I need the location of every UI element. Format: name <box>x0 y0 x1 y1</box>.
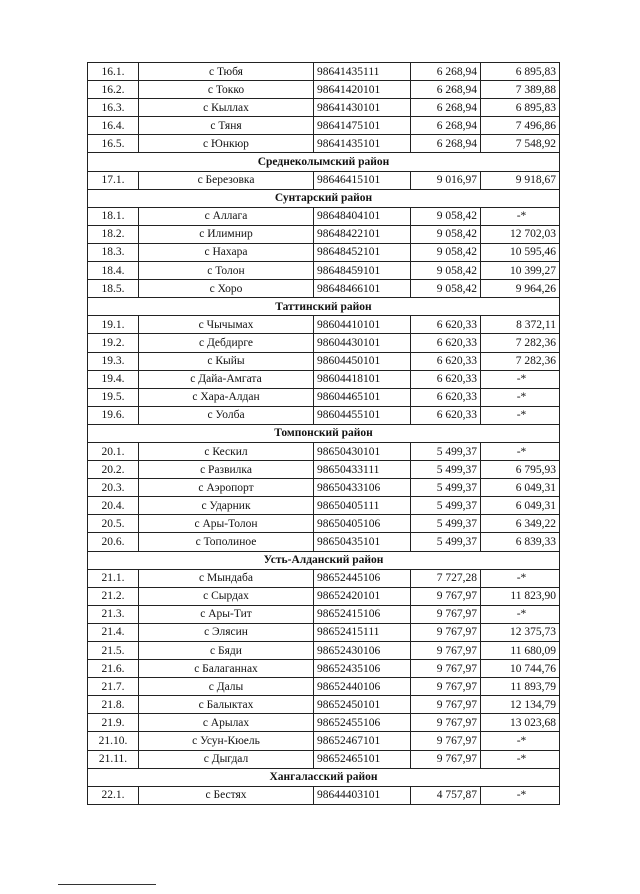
row-number: 20.3. <box>88 479 139 497</box>
value-2: -* <box>481 750 560 768</box>
oktmo-code: 98648422101 <box>314 225 411 243</box>
oktmo-code: 98604418101 <box>314 370 411 388</box>
oktmo-code: 98644403101 <box>314 786 411 804</box>
district-header-row <box>88 189 560 207</box>
settlement-name: с Нахара <box>139 243 314 261</box>
value-2: 6 895,83 <box>481 99 560 117</box>
value-2: 6 895,83 <box>481 63 560 81</box>
table-row <box>88 225 560 243</box>
oktmo-code: 98641420101 <box>314 81 411 99</box>
oktmo-code: 98650435101 <box>314 533 411 551</box>
oktmo-code: 98652415111 <box>314 623 411 641</box>
table-body <box>88 63 560 805</box>
table-row <box>88 533 560 551</box>
value-1: 9 767,97 <box>411 678 481 696</box>
row-number: 21.10. <box>88 732 139 750</box>
row-number: 16.4. <box>88 117 139 135</box>
value-1: 6 620,33 <box>411 352 481 370</box>
row-number: 21.7. <box>88 678 139 696</box>
value-2: 11 823,90 <box>481 587 560 605</box>
oktmo-code: 98652420101 <box>314 587 411 605</box>
table-row <box>88 605 560 623</box>
settlement-name: с Хоро <box>139 280 314 298</box>
row-number: 19.2. <box>88 334 139 352</box>
row-number: 16.3. <box>88 99 139 117</box>
value-2: 10 744,76 <box>481 660 560 678</box>
value-1: 9 767,97 <box>411 660 481 678</box>
row-number: 22.1. <box>88 786 139 804</box>
district-header-row <box>88 551 560 569</box>
row-number: 21.6. <box>88 660 139 678</box>
settlement-name: с Ударник <box>139 497 314 515</box>
oktmo-code: 98648452101 <box>314 243 411 261</box>
district-header-row <box>88 424 560 442</box>
district-header-row <box>88 768 560 786</box>
settlement-name: с Тополиное <box>139 533 314 551</box>
value-2: -* <box>481 207 560 225</box>
row-number: 18.1. <box>88 207 139 225</box>
oktmo-code: 98641475101 <box>314 117 411 135</box>
row-number: 19.5. <box>88 388 139 406</box>
value-1: 5 499,37 <box>411 442 481 460</box>
oktmo-code: 98604455101 <box>314 406 411 424</box>
settlement-name: с Аллага <box>139 207 314 225</box>
table-row <box>88 207 560 225</box>
settlement-name: с Балаганнах <box>139 660 314 678</box>
row-number: 21.4. <box>88 623 139 641</box>
settlement-name: с Развилка <box>139 461 314 479</box>
value-2: 13 023,68 <box>481 714 560 732</box>
district-name: Среднеколымский район <box>88 153 560 171</box>
oktmo-code: 98641435101 <box>314 135 411 153</box>
oktmo-code: 98604450101 <box>314 352 411 370</box>
value-1: 9 058,42 <box>411 280 481 298</box>
value-1: 9 058,42 <box>411 207 481 225</box>
settlement-name: с Элясин <box>139 623 314 641</box>
table-row <box>88 370 560 388</box>
settlement-name: с Тюбя <box>139 63 314 81</box>
row-number: 21.1. <box>88 569 139 587</box>
oktmo-code: 98641435111 <box>314 63 411 81</box>
row-number: 21.2. <box>88 587 139 605</box>
value-2: 11 893,79 <box>481 678 560 696</box>
district-name: Хангаласский район <box>88 768 560 786</box>
oktmo-code: 98652430106 <box>314 642 411 660</box>
value-2: -* <box>481 370 560 388</box>
value-2: 9 964,26 <box>481 280 560 298</box>
table-row <box>88 442 560 460</box>
row-number: 18.2. <box>88 225 139 243</box>
row-number: 17.1. <box>88 171 139 189</box>
value-2: -* <box>481 786 560 804</box>
table-row <box>88 696 560 714</box>
row-number: 18.3. <box>88 243 139 261</box>
value-1: 6 268,94 <box>411 81 481 99</box>
value-1: 9 767,97 <box>411 696 481 714</box>
settlement-name: с Токко <box>139 81 314 99</box>
tariff-table <box>87 62 560 805</box>
row-number: 21.3. <box>88 605 139 623</box>
table-row <box>88 352 560 370</box>
value-1: 5 499,37 <box>411 461 481 479</box>
table-row <box>88 750 560 768</box>
oktmo-code: 98652440106 <box>314 678 411 696</box>
oktmo-code: 98652415106 <box>314 605 411 623</box>
settlement-name: с Уолба <box>139 406 314 424</box>
settlement-name: с Чычымах <box>139 316 314 334</box>
oktmo-code: 98650430101 <box>314 442 411 460</box>
value-2: 6 049,31 <box>481 497 560 515</box>
value-2: -* <box>481 605 560 623</box>
table-row <box>88 569 560 587</box>
oktmo-code: 98652467101 <box>314 732 411 750</box>
value-1: 5 499,37 <box>411 533 481 551</box>
value-1: 4 757,87 <box>411 786 481 804</box>
row-number: 18.5. <box>88 280 139 298</box>
oktmo-code: 98652450101 <box>314 696 411 714</box>
value-1: 6 268,94 <box>411 135 481 153</box>
value-1: 9 767,97 <box>411 714 481 732</box>
settlement-name: с Илимнир <box>139 225 314 243</box>
table-row <box>88 714 560 732</box>
value-1: 7 727,28 <box>411 569 481 587</box>
table-row <box>88 262 560 280</box>
value-1: 5 499,37 <box>411 479 481 497</box>
row-number: 18.4. <box>88 262 139 280</box>
value-1: 6 268,94 <box>411 99 481 117</box>
table-row <box>88 587 560 605</box>
table-row <box>88 461 560 479</box>
value-2: 7 548,92 <box>481 135 560 153</box>
oktmo-code: 98652455106 <box>314 714 411 732</box>
district-name: Томпонский район <box>88 424 560 442</box>
value-2: 6 795,93 <box>481 461 560 479</box>
oktmo-code: 98650405111 <box>314 497 411 515</box>
value-1: 6 620,33 <box>411 316 481 334</box>
settlement-name: с Хара-Алдан <box>139 388 314 406</box>
row-number: 20.1. <box>88 442 139 460</box>
oktmo-code: 98650405106 <box>314 515 411 533</box>
settlement-name: с Аэропорт <box>139 479 314 497</box>
value-2: 6 349,22 <box>481 515 560 533</box>
row-number: 19.1. <box>88 316 139 334</box>
table-row <box>88 642 560 660</box>
value-1: 6 620,33 <box>411 370 481 388</box>
settlement-name: с Дайа-Амгата <box>139 370 314 388</box>
row-number: 19.4. <box>88 370 139 388</box>
value-2: 8 372,11 <box>481 316 560 334</box>
footnote-separator <box>58 884 156 885</box>
table-row <box>88 515 560 533</box>
table-row <box>88 117 560 135</box>
value-1: 6 620,33 <box>411 334 481 352</box>
district-header-row <box>88 298 560 316</box>
table-row <box>88 497 560 515</box>
value-2: 6 839,33 <box>481 533 560 551</box>
value-1: 6 268,94 <box>411 117 481 135</box>
table-row <box>88 243 560 261</box>
table-row <box>88 623 560 641</box>
value-2: 12 375,73 <box>481 623 560 641</box>
value-2: -* <box>481 406 560 424</box>
table-row <box>88 678 560 696</box>
row-number: 20.2. <box>88 461 139 479</box>
district-header-row <box>88 153 560 171</box>
table-row <box>88 406 560 424</box>
settlement-name: с Усун-Кюель <box>139 732 314 750</box>
settlement-name: с Юнкюр <box>139 135 314 153</box>
value-1: 9 058,42 <box>411 262 481 280</box>
row-number: 21.9. <box>88 714 139 732</box>
table-row <box>88 786 560 804</box>
value-2: -* <box>481 732 560 750</box>
row-number: 19.6. <box>88 406 139 424</box>
oktmo-code: 98652435106 <box>314 660 411 678</box>
row-number: 16.2. <box>88 81 139 99</box>
oktmo-code: 98648404101 <box>314 207 411 225</box>
settlement-name: с Балыктах <box>139 696 314 714</box>
value-2: 10 595,46 <box>481 243 560 261</box>
value-2: 12 134,79 <box>481 696 560 714</box>
value-2: 6 049,31 <box>481 479 560 497</box>
row-number: 21.5. <box>88 642 139 660</box>
oktmo-code: 98604465101 <box>314 388 411 406</box>
settlement-name: с Тяня <box>139 117 314 135</box>
settlement-name: с Кыйы <box>139 352 314 370</box>
value-1: 9 058,42 <box>411 225 481 243</box>
district-name: Усть-Алданский район <box>88 551 560 569</box>
row-number: 20.4. <box>88 497 139 515</box>
value-1: 6 268,94 <box>411 63 481 81</box>
settlement-name: с Кыллах <box>139 99 314 117</box>
settlement-name: с Далы <box>139 678 314 696</box>
oktmo-code: 98604410101 <box>314 316 411 334</box>
value-2: 7 496,86 <box>481 117 560 135</box>
value-2: 10 399,27 <box>481 262 560 280</box>
value-1: 6 620,33 <box>411 406 481 424</box>
district-name: Таттинский район <box>88 298 560 316</box>
value-2: -* <box>481 388 560 406</box>
settlement-name: с Мындаба <box>139 569 314 587</box>
settlement-name: с Березовка <box>139 171 314 189</box>
value-2: 11 680,09 <box>481 642 560 660</box>
table-row <box>88 479 560 497</box>
table-row <box>88 388 560 406</box>
row-number: 16.5. <box>88 135 139 153</box>
settlement-name: с Ары-Толон <box>139 515 314 533</box>
table-row <box>88 171 560 189</box>
value-1: 9 767,97 <box>411 642 481 660</box>
row-number: 19.3. <box>88 352 139 370</box>
settlement-name: с Дыгдал <box>139 750 314 768</box>
value-1: 5 499,37 <box>411 497 481 515</box>
value-1: 9 767,97 <box>411 623 481 641</box>
settlement-name: с Сырдах <box>139 587 314 605</box>
value-2: 7 282,36 <box>481 352 560 370</box>
value-2: -* <box>481 569 560 587</box>
value-2: 9 918,67 <box>481 171 560 189</box>
value-1: 9 767,97 <box>411 587 481 605</box>
settlement-name: с Толон <box>139 262 314 280</box>
oktmo-code: 98648466101 <box>314 280 411 298</box>
value-1: 6 620,33 <box>411 388 481 406</box>
table-row <box>88 316 560 334</box>
row-number: 21.11. <box>88 750 139 768</box>
table-row <box>88 732 560 750</box>
settlement-name: с Бестях <box>139 786 314 804</box>
settlement-name: с Ары-Тит <box>139 605 314 623</box>
value-1: 9 058,42 <box>411 243 481 261</box>
table-row <box>88 63 560 81</box>
table-row <box>88 81 560 99</box>
settlement-name: с Арылах <box>139 714 314 732</box>
oktmo-code: 98646415101 <box>314 171 411 189</box>
row-number: 16.1. <box>88 63 139 81</box>
value-1: 9 767,97 <box>411 605 481 623</box>
row-number: 20.6. <box>88 533 139 551</box>
value-1: 9 767,97 <box>411 732 481 750</box>
value-2: -* <box>481 442 560 460</box>
district-name: Сунтарский район <box>88 189 560 207</box>
table-row <box>88 135 560 153</box>
settlement-name: с Дебдирге <box>139 334 314 352</box>
value-1: 5 499,37 <box>411 515 481 533</box>
settlement-name: с Бяди <box>139 642 314 660</box>
oktmo-code: 98650433106 <box>314 479 411 497</box>
table-row <box>88 660 560 678</box>
settlement-name: с Кескил <box>139 442 314 460</box>
oktmo-code: 98641430101 <box>314 99 411 117</box>
row-number: 21.8. <box>88 696 139 714</box>
oktmo-code: 98604430101 <box>314 334 411 352</box>
value-1: 9 016,97 <box>411 171 481 189</box>
oktmo-code: 98652445106 <box>314 569 411 587</box>
table-row <box>88 334 560 352</box>
oktmo-code: 98648459101 <box>314 262 411 280</box>
table-row <box>88 99 560 117</box>
value-2: 7 282,36 <box>481 334 560 352</box>
row-number: 20.5. <box>88 515 139 533</box>
value-1: 9 767,97 <box>411 750 481 768</box>
value-2: 7 389,88 <box>481 81 560 99</box>
oktmo-code: 98652465101 <box>314 750 411 768</box>
value-2: 12 702,03 <box>481 225 560 243</box>
table-row <box>88 280 560 298</box>
oktmo-code: 98650433111 <box>314 461 411 479</box>
